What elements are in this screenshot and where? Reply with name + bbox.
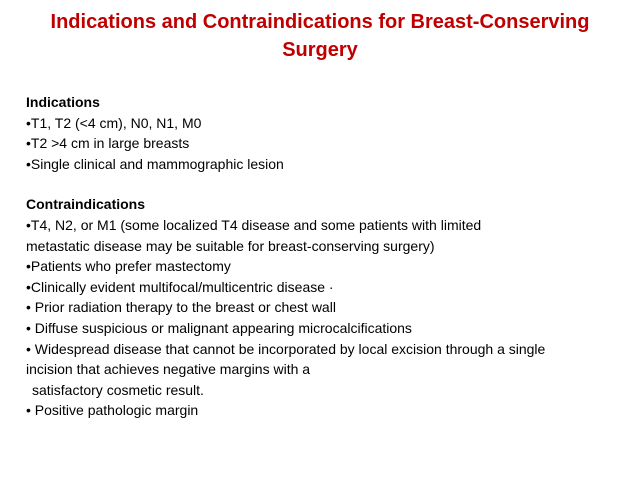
indication-item: •T2 >4 cm in large breasts [26,135,190,152]
contraindication-line: incision that achieves negative margins with a [26,361,311,378]
contraindication-line: •Clinically evident multifocal/multicentric disease · [26,278,334,295]
indication-item: •Single clinical and mammographic lesion [26,155,284,172]
contraindication-line: •T4, N2, or M1 (some localized T4 disease and some patients with limited [26,216,482,233]
contraindication-line: • Diffuse suspicious or malignant appearing microcalcifications [26,319,412,336]
contraindication-line: •Patients who prefer mastectomy [26,258,231,275]
title-line-1: Indications and Contraindications for Breast-Conserving [50,11,590,33]
indications-heading: Indications [26,94,100,110]
contraindication-line: • Widespread disease that cannot be incorporated by local excision through a single [26,340,546,357]
contraindication-line: metastatic disease may be suitable for breast-conserving surgery) [26,237,435,254]
title-line-2: Surgery [282,39,358,61]
slide-title [20,8,620,64]
contraindication-line: • Positive pathologic margin [26,402,199,419]
slide-body [26,92,632,421]
contraindications-heading: Contraindications [26,196,146,213]
indication-item: •T1, T2 (<4 cm), N0, N1, M0 [26,114,202,131]
contraindication-line: satisfactory cosmetic result. [32,381,204,398]
section-spacer [26,174,632,194]
contraindication-line: • Prior radiation therapy to the breast or chest wall [26,299,336,316]
